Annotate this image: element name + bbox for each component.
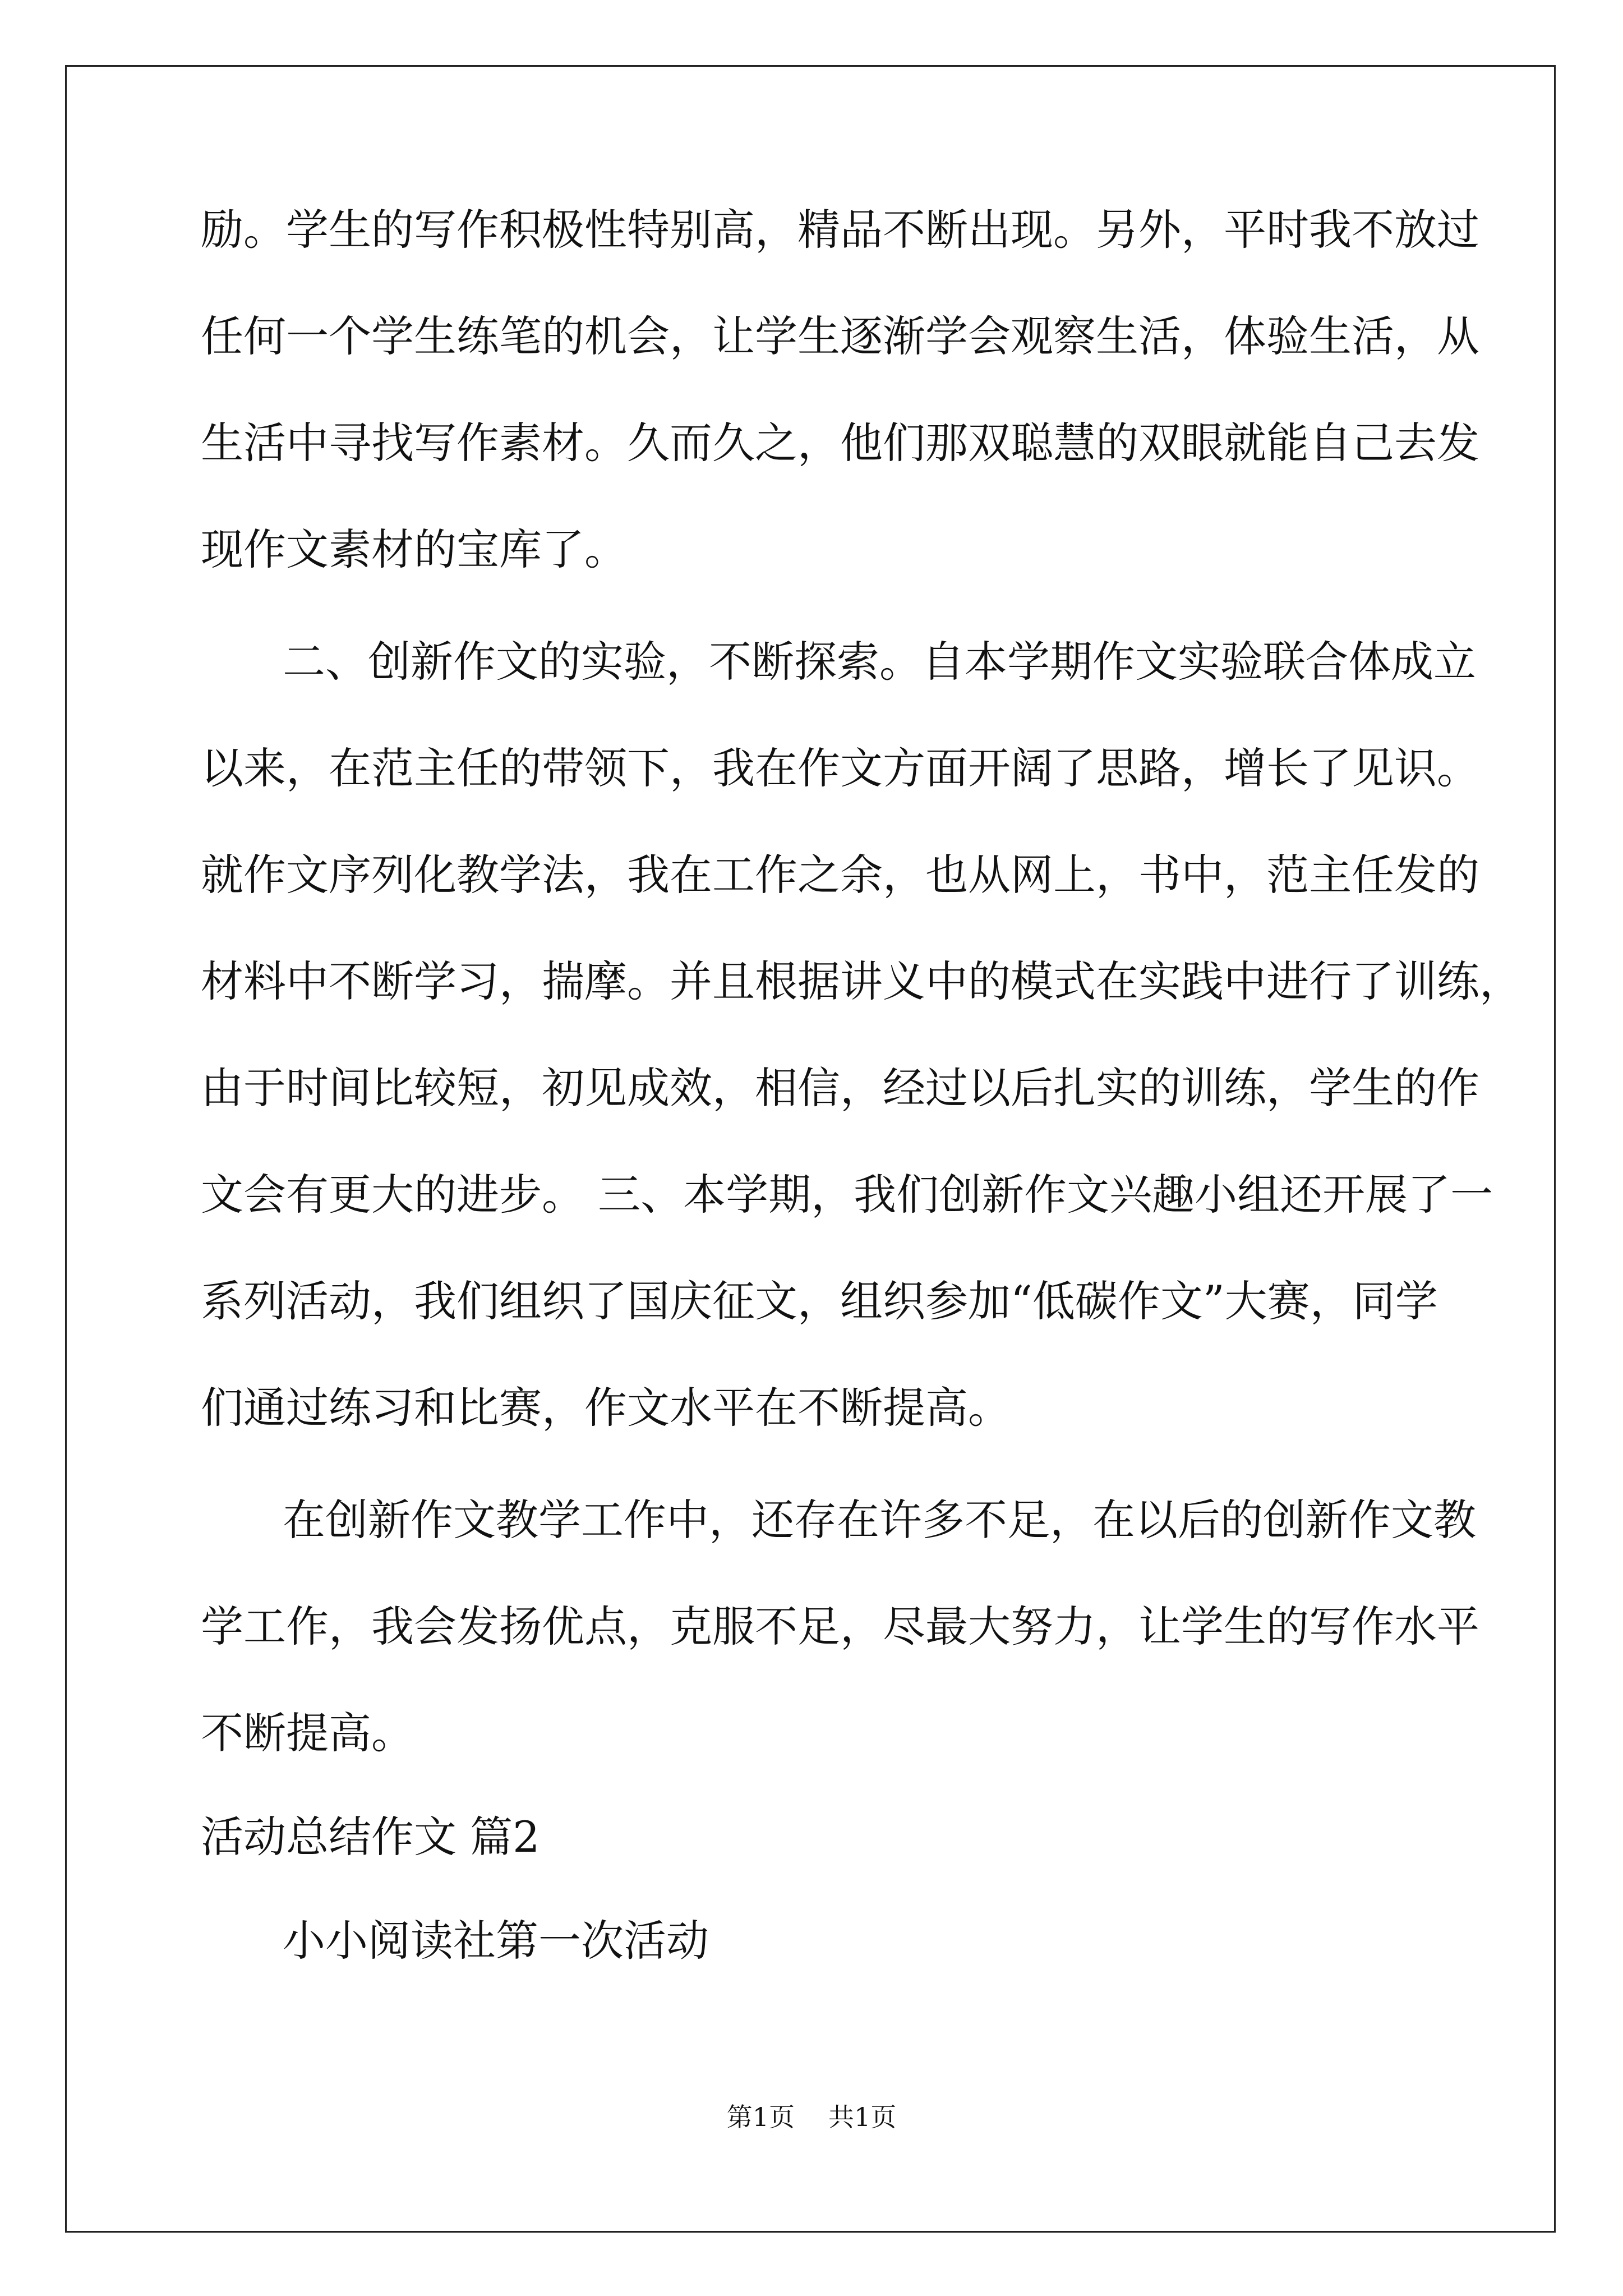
text-line: 不断提高。 [201,1708,414,1758]
text-line: 材料中不断学习，揣摩。并且根据讲义中的模式在实践中进行了训练， [201,956,1522,1006]
text-line: 任何一个学生练笔的机会，让学生逐渐学会观察生活，体验生活，从 [201,311,1479,361]
text-line: 励。学生的写作积极性特别高，精品不断出现。另外，平时我不放过 [201,205,1479,255]
text-line: 以来，在范主任的带领下，我在作文方面开阔了思路，增长了见识。 [201,743,1479,793]
text-line: 学工作，我会发扬优点，克服不足，尽最大努力，让学生的写作水平 [201,1602,1479,1651]
section-heading: 活动总结作文 篇2 [201,1812,540,1862]
paragraph-start-line: 在创新作文教学工作中，还存在许多不足，在以后的创新作文教 [283,1495,1476,1545]
page-border [65,65,1556,2233]
page-number: 第1页 [726,2102,795,2132]
subsection-heading: 小小阅读社第一次活动 [283,1916,709,1966]
text-line: 文会有更大的进步。 三、本学期，我们创新作文兴趣小组还开展了一 [201,1170,1493,1220]
page-total: 共1页 [828,2102,897,2132]
text-line: 就作文序列化教学法，我在工作之余，也从网上，书中，范主任发的 [201,850,1479,900]
paragraph-start-line: 二、创新作文的实验，不断探索。自本学期作文实验联合体成立 [283,637,1476,687]
text-line: 系列活动，我们组织了国庆征文，组织参加“低碳作文”大赛，同学 [201,1276,1438,1326]
text-line: 们通过练习和比赛，作文水平在不断提高。 [201,1383,1011,1433]
text-line: 由于时间比较短，初见成效，相信，经过以后扎实的训练，学生的作 [201,1063,1479,1113]
page-footer [0,2100,1623,2134]
text-line: 现作文素材的宝库了。 [201,524,627,574]
text-line: 生活中寻找写作素材。久而久之，他们那双聪慧的双眼就能自己去发 [201,418,1479,468]
